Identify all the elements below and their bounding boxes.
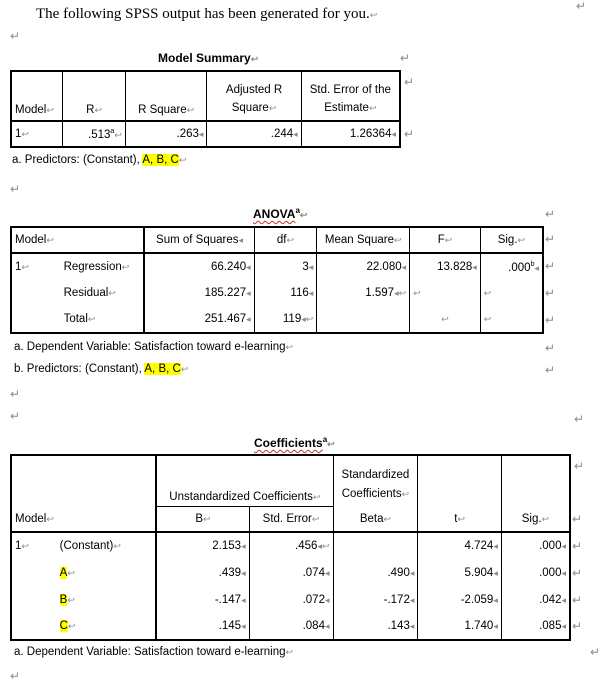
return-mark: ↵ [572, 539, 583, 553]
coef-se: .074◂ [249, 559, 333, 586]
coef-beta: -.172◂ [333, 586, 418, 613]
coef-row-label: A↩ [59, 566, 75, 579]
model-summary-table [10, 70, 401, 148]
return-mark: ↵ [572, 512, 583, 526]
anova-header-ms: Mean Square↩ [317, 227, 410, 253]
anova-note-b: b. Predictors: (Constant), A, B, C↩ [14, 363, 189, 375]
return-mark: ↵ [10, 409, 21, 423]
coef-b: .145◂ [156, 613, 249, 640]
anova-header-f: F↩ [410, 227, 481, 253]
return-mark: ↵ [545, 259, 556, 273]
anova-header-df: df↩ [254, 227, 317, 253]
header-r: R↩ [63, 71, 126, 121]
coef-t: -2.059◂ [418, 586, 501, 613]
header-estimate: Estimate↩ [301, 96, 400, 121]
coef-t: 4.724◂ [418, 532, 501, 559]
return-mark: ↵ [404, 127, 415, 141]
anova-header-ss: Sum of Squares◂ [144, 227, 254, 253]
return-mark: ↵ [400, 51, 411, 65]
coef-header-sig: Sig.↩ [501, 506, 570, 532]
cell-adj-r-square: .244◂ [207, 121, 301, 147]
coef-header-beta: Beta↩ [333, 506, 418, 532]
anova-df: 119◂↩ [254, 306, 317, 333]
table-row [11, 586, 570, 613]
coef-se: .084◂ [249, 613, 333, 640]
anova-header-sig: Sig.↩ [480, 227, 543, 253]
table-row [11, 253, 543, 280]
return-mark: ↵ [545, 363, 556, 377]
model-summary-title: Model Summary↩ [158, 51, 259, 65]
return-mark: ↵ [545, 207, 556, 221]
return-mark: ↵ [545, 232, 556, 246]
coef-header-std-2: Coefficients↩ [333, 481, 418, 506]
coef-t: 1.740◂ [418, 613, 501, 640]
anova-ss: 251.467◂ [144, 306, 254, 333]
model-summary-note: a. Predictors: (Constant), A, B, C↩ [12, 154, 187, 166]
coef-row-label: (Constant)↩ [59, 540, 121, 552]
anova-row-label: Residual↩ [63, 287, 116, 299]
anova-row-label: Regression↩ [63, 261, 130, 273]
return-mark: ↵ [572, 619, 583, 633]
return-mark: ↵ [572, 593, 583, 607]
coef-beta [333, 532, 418, 559]
coef-t: 5.904◂ [418, 559, 501, 586]
return-mark: ↵ [10, 29, 21, 43]
return-mark: ↵ [545, 341, 556, 355]
table-row [11, 280, 543, 306]
coefficients-note: a. Dependent Variable: Satisfaction toward e-learning↩ [14, 646, 294, 658]
anova-df: 116◂ [254, 280, 317, 306]
coef-b: 2.153◂ [156, 532, 249, 559]
coef-model-number: 1↩ [11, 532, 57, 559]
return-mark: ↵ [572, 566, 583, 580]
cell-r-square: .263◂ [125, 121, 207, 147]
anova-title: ANOVA$^a$↩ [253, 206, 308, 221]
anova-model-number: 1↩ [11, 253, 61, 280]
coef-header-model: Model↩ [11, 506, 156, 532]
coef-header-std-1: Standardized [333, 455, 418, 481]
anova-ms: 22.080◂ [317, 253, 410, 280]
anova-f: ↩ [410, 306, 481, 333]
anova-row-label: Total↩ [61, 306, 145, 333]
anova-ms [317, 306, 410, 333]
return-mark: ↵ [545, 313, 556, 327]
return-mark: ↵ [10, 387, 21, 401]
coef-sig: .000◂ [501, 532, 570, 559]
coef-beta: .143◂ [333, 613, 418, 640]
coefficients-table [10, 454, 571, 641]
anova-f: 13.828◂ [410, 253, 481, 280]
table-row [11, 532, 570, 559]
header-r-square: R Square↩ [125, 71, 207, 121]
return-mark: ↵ [590, 645, 601, 659]
anova-f: ↩ [410, 280, 481, 306]
cell-r: .513$^a$↩ [63, 121, 126, 147]
cell-model: 1↩ [11, 121, 63, 147]
coef-sig: .085◂ [501, 613, 570, 640]
anova-df: 3◂ [254, 253, 317, 280]
coef-se: .072◂ [249, 586, 333, 613]
coef-row-label: B↩ [59, 593, 75, 606]
intro-text: The following SPSS output has been generated for you.↩ [36, 6, 378, 22]
return-mark: ↵ [576, 0, 587, 13]
anova-header-model: Model↩ [11, 227, 144, 253]
coef-sig: .042◂ [501, 586, 570, 613]
return-mark: ↵ [574, 412, 585, 426]
paragraph-mark: ↩ [369, 10, 378, 20]
coefficients-title: Coefficients$^a$↩ [254, 435, 335, 450]
header-model: Model↩ [11, 71, 63, 121]
header-adjusted-r: Adjusted R [207, 71, 301, 96]
coef-b: .439◂ [156, 559, 249, 586]
anova-note-a: a. Dependent Variable: Satisfaction toward e-learning↩ [14, 341, 294, 353]
table-row [11, 559, 570, 586]
coef-header-t: t↩ [418, 506, 501, 532]
coef-header-se: Std. Error↩ [249, 506, 333, 532]
coef-se: .456◂↩ [249, 532, 333, 559]
return-mark: ↵ [10, 669, 21, 683]
cell-std-error: 1.26364◂ [301, 121, 400, 147]
anova-sig: ↩ [480, 306, 543, 333]
header-adjusted-r-square: Square↩ [207, 96, 301, 121]
coef-beta: .490◂ [333, 559, 418, 586]
coef-header-unstd: Unstandardized Coefficients↩ [156, 455, 333, 506]
return-mark: ↵ [404, 75, 415, 89]
anova-ms: 1.597◂↩ [317, 280, 410, 306]
return-mark: ↵ [545, 286, 556, 300]
anova-ss: 185.227◂ [144, 280, 254, 306]
anova-sig: .000$^b$◂ [480, 253, 543, 280]
coef-row-label: C↩ [57, 613, 157, 640]
anova-ss: 66.240◂ [144, 253, 254, 280]
anova-sig: ↩ [480, 280, 543, 306]
return-mark: ↵ [574, 459, 585, 473]
coef-header-b: B↩ [156, 506, 249, 532]
table-row [11, 306, 543, 333]
anova-table [10, 226, 544, 334]
header-std-error: Std. Error of the [301, 71, 400, 96]
table-row [11, 613, 570, 640]
coef-b: -.147◂ [156, 586, 249, 613]
coef-sig: .000◂ [501, 559, 570, 586]
return-mark: ↵ [10, 182, 21, 196]
